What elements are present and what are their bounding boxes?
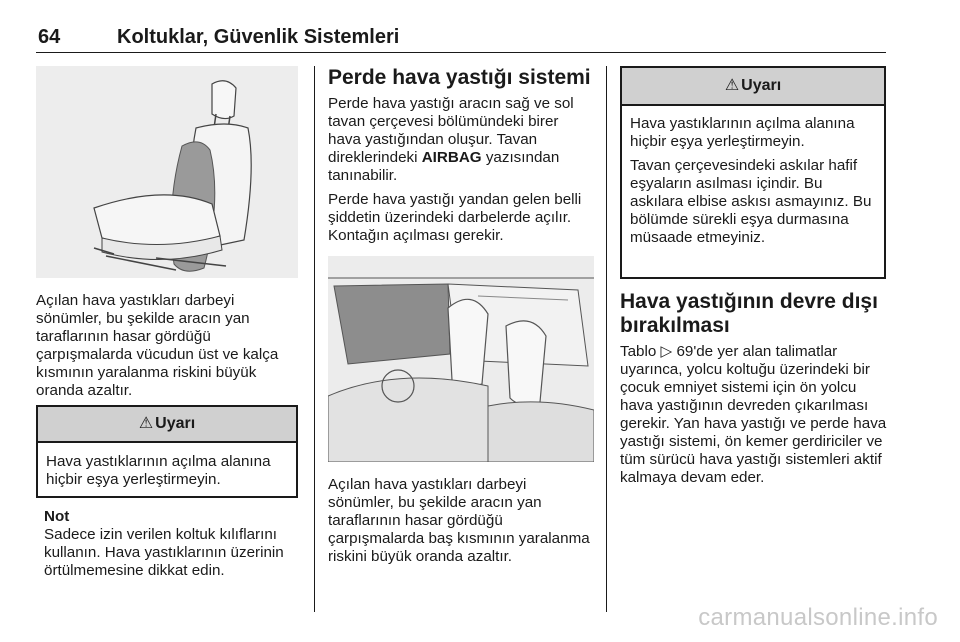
warning-title: Uyarı (741, 77, 782, 94)
column-divider-1 (314, 66, 315, 612)
paragraph-text: yazısından tanınabilir. (328, 149, 560, 184)
header-rule (36, 52, 886, 53)
watermark: carmanualsonline.info (698, 604, 938, 631)
seat-airbag-illustration (36, 66, 298, 278)
warning-title: Uyarı (155, 415, 196, 432)
paragraph-text: Tablo (620, 343, 661, 360)
curtain-airbag-paragraph-2: Perde hava yastığı yandan gelen belli şiddetin üzerindeki darbelerde açılır. Kontağın açılması gerekir. (328, 191, 582, 244)
column-divider-2 (606, 66, 607, 612)
curtain-airbag-illustration (328, 256, 594, 462)
note-text: Sadece izin verilen koltuk kılıflarını kullanın. Hava yastıklarının üzerinin örtülmemesine dikkat edin. (44, 526, 284, 579)
figure-caption-2: Açılan hava yastıkları darbeyi sönümler, bu şekilde aracın yan taraflarının hasar gördüğü çarpışmalarda baş kısmının yaralanma riskini büyük oranda azaltır. (328, 476, 590, 565)
page-number: 64 (38, 26, 61, 48)
section-heading-airbag-deactivation: Hava yastığının devre dışı bırakılması (620, 290, 878, 337)
section-heading-curtain-airbag: Perde hava yastığı sistemi (328, 66, 591, 89)
airbag-label: AIRBAG (421, 149, 482, 166)
note-label: Not (44, 508, 70, 525)
arrow-reference-icon: ▷ (660, 343, 673, 360)
warning-text-1: Hava yastıklarının açılma alanına hiçbir eşya yerleştirmeyin. (630, 115, 855, 150)
page-title: Koltuklar, Güvenlik Sistemleri (117, 26, 400, 48)
warning-box-2 (620, 66, 886, 279)
curtain-airbag-drawing (328, 256, 594, 462)
paragraph-text: Perde hava yastığı aracın sağ ve sol tavan çerçevesi bölümündeki birer hava yastığından oluşur. Tavan direklerindeki (328, 95, 574, 166)
figure-caption-1: Açılan hava yastıkları darbeyi sönümler, bu şekilde aracın yan taraflarının hasar gördüğü çarpışmalarda vücudun üst ve kalça kısmının yaralanma riskini büyük oranda azaltır. (36, 292, 279, 399)
seat-airbag-drawing (36, 66, 298, 278)
airbag-deactivation-paragraph (620, 343, 888, 487)
warning-header (38, 407, 296, 443)
warning-triangle-icon: ⚠ (724, 77, 740, 94)
warning-triangle-icon: ⚠ (138, 415, 154, 432)
warning-text-2: Tavan çerçevesindeki askılar hafif eşyaların asılması içindir. Bu askılara elbise askısı asmayınız. Bu bölümde sürekli eşya durmasına müsaade etmeyiniz. (630, 157, 872, 246)
paragraph-text: 69'de yer alan talimatlar uyarınca, yolcu koltuğu üzerindeki bir çocuk emniyet sistemi için ön yolcu hava yastığının devreden çıkarılması gerekir. Yan hava yastığı ve perde hava yastığı sistemi, ön kemer gerdiriciler ve tüm sürücü hava yastığı sistemleri aktif kalmaya devam eder. (620, 343, 887, 486)
page-header (38, 26, 399, 52)
warning-box-1 (36, 405, 298, 498)
curtain-airbag-paragraph-1 (328, 95, 594, 185)
warning-header (622, 68, 884, 106)
warning-text: Hava yastıklarının açılma alanına hiçbir eşya yerleştirmeyin. (46, 453, 271, 488)
